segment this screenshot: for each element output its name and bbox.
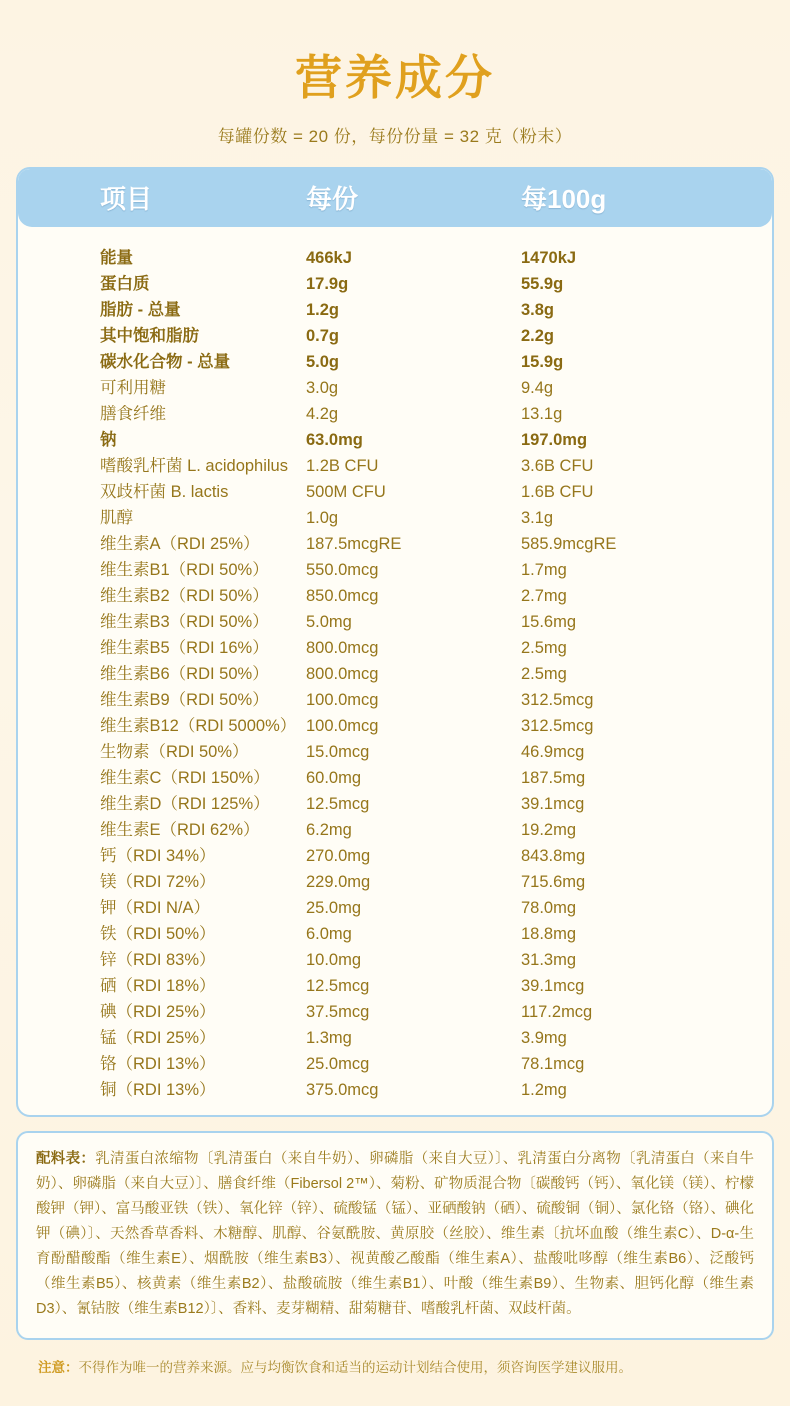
table-row — [28, 609, 762, 635]
row-label: 维生素A（RDI 25%） — [100, 534, 260, 553]
row-label: 可利用糖 — [100, 378, 166, 397]
row-value-per-100g: 31.3mg — [521, 950, 577, 969]
row-label: 碳水化合物 - 总量 — [100, 352, 231, 371]
row-value-per-serving: 4.2g — [306, 404, 339, 423]
row-label: 双歧杆菌 B. lactis — [100, 482, 229, 501]
row-value-per-serving: 63.0mg — [306, 430, 363, 449]
table-row — [28, 765, 762, 791]
row-label: 铁（RDI 50%） — [100, 924, 216, 943]
row-value-per-serving: 1.0g — [306, 508, 339, 527]
row-value-per-100g: 3.9mg — [521, 1028, 567, 1047]
table-row — [28, 895, 762, 921]
table-row — [28, 869, 762, 895]
row-value-per-serving: 12.5mcg — [306, 794, 370, 813]
row-label: 维生素B12（RDI 5000%） — [100, 716, 297, 735]
row-value-per-serving: 229.0mg — [306, 872, 371, 891]
row-value-per-100g: 3.6B CFU — [521, 456, 594, 475]
table-row — [28, 245, 762, 271]
row-value-per-100g: 19.2mg — [521, 820, 577, 839]
row-value-per-100g: 39.1mcg — [521, 976, 585, 995]
row-label: 铬（RDI 13%） — [100, 1054, 216, 1073]
ingredients-text: 乳清蛋白浓缩物〔乳清蛋白（来自牛奶）、卵磷脂（来自大豆）〕、乳清蛋白分离物〔乳清蛋白（来自牛奶）、卵磷脂（来自大豆）〕、膳食纤维（Fibersol 2™）、菊粉、矿物质混合物〔碳酸钙（钙）、氧化镁（镁）、柠檬酸钾（钾）、富马酸亚铁（铁）、氧化锌（锌）、硫酸锰（锰）、亚硒酸钠（硒）、硫酸铜（铜）、氯化铬（铬）、碘化钾（碘）〕、天然香草香料、木糖醇、肌醇、谷氨酰胺、黄原胶（丝胶）、维生素〔抗坏血酸（维生素C）、D-α-生育酚醋酸酯（维生素E）、烟酰胺（维生素B3）、视黄酸乙酸酯（维生素A）、盐酸吡哆醇（维生素B6）、泛酸钙（维生素B5）、核黄素（维生素B2）、盐酸硫胺（维生素B1）、叶酸（维生素B9）、生物素、胆钙化醇（维生素D3）、氰钴胺（维生素B12）〕、香料、麦芽糊精、甜菊糖苷、嗜酸乳杆菌、双歧杆菌。 — [36, 1150, 755, 1317]
column-header-per-100g: 每100g — [521, 184, 607, 215]
table-row — [28, 791, 762, 817]
row-value-per-100g: 3.1g — [521, 508, 554, 527]
row-label: 维生素B3（RDI 50%） — [100, 612, 269, 631]
column-header-item: 项目 — [100, 184, 153, 215]
row-value-per-100g: 13.1g — [521, 404, 563, 423]
table-row — [28, 401, 762, 427]
row-value-per-100g: 2.5mg — [521, 664, 567, 683]
row-value-per-serving: 6.0mg — [306, 924, 352, 943]
row-label: 肌醇 — [100, 508, 133, 527]
row-value-per-100g: 55.9g — [521, 274, 564, 293]
row-label: 维生素B2（RDI 50%） — [100, 586, 269, 605]
row-value-per-serving: 100.0mcg — [306, 690, 379, 709]
table-row — [28, 583, 762, 609]
row-value-per-100g: 78.1mcg — [521, 1054, 585, 1073]
row-value-per-serving: 5.0g — [306, 352, 340, 371]
row-value-per-100g: 9.4g — [521, 378, 554, 397]
row-value-per-100g: 2.2g — [521, 326, 555, 345]
table-row — [28, 713, 762, 739]
row-label: 脂肪 - 总量 — [100, 300, 181, 319]
row-value-per-serving: 17.9g — [306, 274, 349, 293]
warning-note — [16, 1358, 774, 1378]
table-row — [28, 479, 762, 505]
row-label: 钾（RDI N/A） — [100, 898, 211, 917]
row-value-per-serving: 800.0mcg — [306, 664, 379, 683]
row-value-per-100g: 39.1mcg — [521, 794, 585, 813]
row-value-per-serving: 1.2g — [306, 300, 340, 319]
row-value-per-100g: 312.5mcg — [521, 690, 594, 709]
row-label: 其中饱和脂肪 — [100, 326, 199, 345]
row-value-per-100g: 197.0mg — [521, 430, 588, 449]
row-label: 维生素B9（RDI 50%） — [100, 690, 269, 709]
row-label: 铜（RDI 13%） — [100, 1080, 216, 1099]
page-title: 营养成分 — [295, 51, 495, 104]
table-header-row — [18, 169, 772, 227]
table-row — [28, 973, 762, 999]
row-label: 能量 — [100, 248, 133, 267]
table-row — [28, 453, 762, 479]
table-row — [28, 635, 762, 661]
row-label: 维生素B5（RDI 16%） — [100, 638, 269, 657]
serving-info: 每罐份数 = 20 份，每份份量 = 32 克（粉末） — [217, 126, 573, 146]
row-value-per-100g: 15.9g — [521, 352, 564, 371]
row-label: 钙（RDI 34%） — [100, 846, 216, 865]
row-label: 蛋白质 — [100, 274, 150, 293]
table-row — [28, 271, 762, 297]
row-label: 生物素（RDI 50%） — [100, 742, 249, 761]
nutrition-table — [16, 167, 774, 1117]
row-label: 维生素D（RDI 125%） — [100, 794, 270, 813]
row-value-per-serving: 60.0mg — [306, 768, 362, 787]
table-row — [28, 739, 762, 765]
ingredients-box — [16, 1131, 774, 1340]
table-row — [28, 687, 762, 713]
row-value-per-serving: 850.0mcg — [306, 586, 379, 605]
row-value-per-serving: 15.0mcg — [306, 742, 370, 761]
row-value-per-serving: 800.0mcg — [306, 638, 379, 657]
row-value-per-100g: 1.2mg — [521, 1080, 567, 1099]
row-label: 维生素E（RDI 62%） — [100, 820, 260, 839]
ingredients-label: 配料表： — [36, 1150, 96, 1167]
row-value-per-100g: 1.6B CFU — [521, 482, 594, 501]
row-label: 锌（RDI 83%） — [100, 950, 216, 969]
row-value-per-serving: 37.5mcg — [306, 1002, 370, 1021]
row-value-per-serving: 0.7g — [306, 326, 340, 345]
row-value-per-100g: 15.6mg — [521, 612, 577, 631]
table-row — [28, 661, 762, 687]
row-value-per-100g: 843.8mg — [521, 846, 586, 865]
table-row — [28, 323, 762, 349]
row-value-per-100g: 1470kJ — [521, 248, 577, 267]
row-value-per-serving: 466kJ — [306, 248, 352, 267]
row-label: 维生素C（RDI 150%） — [100, 768, 270, 787]
table-row — [28, 557, 762, 583]
row-label: 维生素B1（RDI 50%） — [100, 560, 269, 579]
row-value-per-serving: 5.0mg — [306, 612, 352, 631]
table-row — [28, 375, 762, 401]
table-row — [28, 817, 762, 843]
row-value-per-serving: 1.2B CFU — [306, 456, 379, 475]
row-label: 嗜酸乳杆菌 L. acidophilus — [100, 456, 288, 475]
table-row — [28, 999, 762, 1025]
row-value-per-100g: 2.7mg — [521, 586, 567, 605]
table-body — [18, 227, 772, 1103]
row-value-per-serving: 550.0mcg — [306, 560, 379, 579]
note-text: 不得作为唯一的营养来源。应与均衡饮食和适当的运动计划结合使用，须咨询医学建议服用。 — [78, 1359, 632, 1375]
table-row — [28, 297, 762, 323]
row-label: 钠 — [100, 430, 117, 449]
row-value-per-serving: 270.0mg — [306, 846, 371, 865]
table-row — [28, 531, 762, 557]
table-row — [28, 1077, 762, 1103]
table-row — [28, 349, 762, 375]
row-value-per-serving: 3.0g — [306, 378, 339, 397]
note-label: 注意： — [38, 1359, 79, 1375]
row-value-per-serving: 1.3mg — [306, 1028, 352, 1047]
row-value-per-100g: 312.5mcg — [521, 716, 594, 735]
row-value-per-100g: 585.9mcgRE — [521, 534, 617, 553]
row-label: 硒（RDI 18%） — [100, 976, 216, 995]
row-value-per-serving: 187.5mcgRE — [306, 534, 402, 553]
row-value-per-100g: 187.5mg — [521, 768, 586, 787]
table-row — [28, 947, 762, 973]
row-value-per-serving: 10.0mg — [306, 950, 362, 969]
row-value-per-serving: 100.0mcg — [306, 716, 379, 735]
row-value-per-serving: 6.2mg — [306, 820, 352, 839]
row-value-per-100g: 78.0mg — [521, 898, 577, 917]
row-label: 碘（RDI 25%） — [100, 1002, 216, 1021]
table-row — [28, 427, 762, 453]
row-value-per-100g: 715.6mg — [521, 872, 586, 891]
row-value-per-serving: 500M CFU — [306, 482, 386, 501]
row-value-per-100g: 3.8g — [521, 300, 555, 319]
column-header-per-serving: 每份 — [306, 184, 359, 215]
row-value-per-serving: 25.0mcg — [306, 1054, 370, 1073]
row-value-per-100g: 1.7mg — [521, 560, 567, 579]
row-label: 镁（RDI 72%） — [100, 872, 216, 891]
table-row — [28, 1051, 762, 1077]
row-value-per-100g: 46.9mcg — [521, 742, 585, 761]
row-value-per-100g: 117.2mcg — [521, 1002, 593, 1021]
table-row — [28, 505, 762, 531]
table-row — [28, 1025, 762, 1051]
row-value-per-100g: 18.8mg — [521, 924, 577, 943]
row-value-per-100g: 2.5mg — [521, 638, 567, 657]
table-row — [28, 921, 762, 947]
row-label: 锰（RDI 25%） — [100, 1028, 216, 1047]
row-label: 膳食纤维 — [100, 404, 166, 423]
row-value-per-serving: 375.0mcg — [306, 1080, 379, 1099]
row-value-per-serving: 12.5mcg — [306, 976, 370, 995]
row-label: 维生素B6（RDI 50%） — [100, 664, 269, 683]
row-value-per-serving: 25.0mg — [306, 898, 362, 917]
table-row — [28, 843, 762, 869]
